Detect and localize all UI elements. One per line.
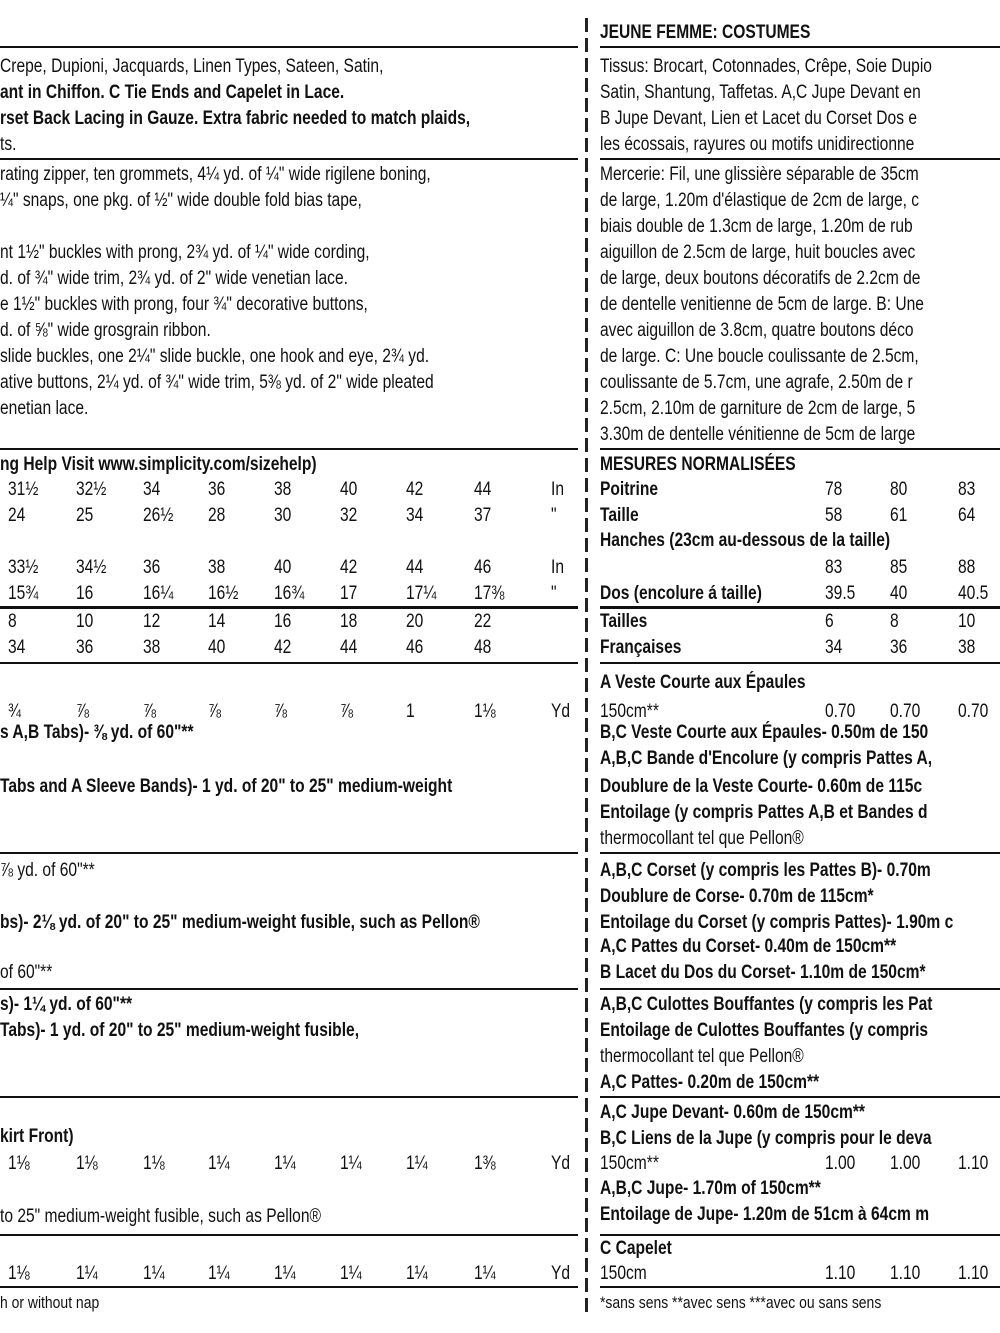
table-cell: ⅞	[274, 701, 288, 722]
measurements-header: ng Help Visit www.simplicity.com/sizehelp)	[0, 454, 317, 475]
table-row	[600, 556, 1000, 580]
table-cell: 46	[406, 637, 424, 658]
table-cell: 40	[208, 637, 226, 658]
table-cell: 17	[340, 583, 358, 604]
notions-line: d. of ⅝" wide grosgrain ribbon.	[0, 320, 211, 341]
table-cell: 83	[825, 557, 843, 578]
mercerie-line: coulissante de 5.7cm, une agrafe, 2.50m de r	[600, 372, 913, 393]
table-cell: 6	[825, 611, 834, 632]
row-label: Taille	[600, 505, 639, 526]
table-cell: 32½	[76, 479, 107, 500]
table-cell: 38	[208, 557, 226, 578]
yardage-line: Entoilage de Culottes Bouffantes (y compris	[600, 1020, 929, 1041]
table-cell: 1⅛	[143, 1153, 165, 1174]
table-cell: 40	[340, 479, 358, 500]
table-cell: 1¼	[208, 1263, 230, 1284]
notions-line: ¼" snaps, one pkg. of ½" wide double fold bias tape,	[0, 190, 362, 211]
table-cell: 1⅛	[8, 1263, 30, 1284]
table-cell: Yd	[551, 1263, 571, 1284]
notions-line: e 1½" buckles with prong, four ¾" decorative buttons,	[0, 294, 368, 315]
table-cell: 1.10	[825, 1263, 856, 1284]
table-cell: 1.00	[825, 1153, 856, 1174]
notions-line: enetian lace.	[0, 398, 89, 419]
table-cell: 38	[958, 637, 976, 658]
table-row	[0, 504, 578, 528]
table-cell: 1¼	[208, 1153, 230, 1174]
table-cell: In	[551, 479, 565, 500]
table-cell: 17¼	[406, 583, 437, 604]
divider	[0, 1096, 578, 1098]
table-cell: 40.5	[958, 583, 989, 604]
table-cell: 1.00	[890, 1153, 921, 1174]
table-cell: 30	[274, 505, 292, 526]
table-row	[0, 1152, 578, 1176]
table-row	[600, 1152, 1000, 1176]
tissus-line: Tissus: Brocart, Cotonnades, Crêpe, Soie Dupio	[600, 56, 932, 77]
table-cell: 0.70	[958, 701, 989, 722]
table-cell: 1.10	[890, 1263, 921, 1284]
divider	[0, 46, 578, 48]
divider	[0, 852, 578, 854]
divider	[600, 448, 1000, 450]
table-cell: 14	[208, 611, 226, 632]
table-cell: 40	[274, 557, 292, 578]
mercerie-line: aiguillon de 2.5cm de large, huit boucles avec	[600, 242, 916, 263]
table-cell: 34½	[76, 557, 107, 578]
divider	[600, 1234, 1000, 1236]
table-row	[0, 700, 578, 724]
table-cell: 1¼	[274, 1263, 296, 1284]
fabric-line: rset Back Lacing in Gauze. Extra fabric needed to match plaids,	[0, 108, 471, 129]
table-cell: 1¼	[406, 1153, 428, 1174]
row-label: 150cm**	[600, 701, 659, 722]
table-cell: 44	[340, 637, 358, 658]
table-cell: 15¾	[8, 583, 39, 604]
table-cell: 40	[890, 583, 908, 604]
table-cell: 16	[274, 611, 292, 632]
mercerie-line: de dentelle venitienne de 5cm de large. B: Une	[600, 294, 924, 315]
table-cell: "	[551, 583, 557, 604]
table-cell: 26½	[143, 505, 174, 526]
table-cell: 28	[208, 505, 226, 526]
table-cell: ⅞	[208, 701, 222, 722]
yardage-line: Tabs and A Sleeve Bands)- 1 yd. of 20" to 25" medium-weight	[0, 776, 453, 797]
divider	[600, 46, 1000, 48]
table-cell: 12	[143, 611, 161, 632]
table-cell: 34	[8, 637, 26, 658]
french-column	[600, 0, 1000, 1333]
mercerie-line: 3.30m de dentelle vénitienne de 5cm de large	[600, 424, 916, 445]
table-cell: 38	[274, 479, 292, 500]
table-row	[600, 636, 1000, 660]
table-cell: Yd	[551, 1153, 571, 1174]
table-cell: 16¼	[143, 583, 174, 604]
table-cell: 37	[474, 505, 492, 526]
row-label: Poitrine	[600, 479, 659, 500]
table-cell: 34	[406, 505, 424, 526]
divider	[600, 662, 1000, 664]
yardage-line: Tabs)- 1 yd. of 20" to 25" medium-weight fusible,	[0, 1020, 360, 1041]
divider	[0, 158, 578, 160]
notions-line: ative buttons, 2¼ yd. of ¾" wide trim, 5⅜ yd. of 2" wide pleated	[0, 372, 434, 393]
fabric-line: ts.	[0, 134, 17, 155]
mercerie-line: 2.5cm, 2.10m de garniture de 2cm de large, 5	[600, 398, 916, 419]
yardage-line: ⅞ yd. of 60"**	[0, 860, 95, 881]
table-cell: 31½	[8, 479, 39, 500]
table-row	[0, 582, 578, 606]
footnote: *sans sens **avec sens ***avec ou sans sens	[600, 1293, 882, 1312]
table-cell: 24	[8, 505, 26, 526]
table-cell: 64	[958, 505, 976, 526]
table-cell: 25	[76, 505, 94, 526]
tissus-line: Satin, Shantung, Taffetas. A,C Jupe Devant en	[600, 82, 921, 103]
divider	[0, 1234, 578, 1236]
row-label: Tailles	[600, 611, 648, 632]
tissus-line: B Jupe Devant, Lien et Lacet du Corset Dos e	[600, 108, 917, 129]
table-cell: 1.10	[958, 1153, 989, 1174]
table-cell: 44	[474, 479, 492, 500]
notions-line: nt 1½" buckles with prong, 2¾ yd. of ¼" wide cording,	[0, 242, 370, 263]
table-row	[600, 582, 1000, 606]
yardage-line: kirt Front)	[0, 1126, 74, 1147]
table-cell: 42	[274, 637, 292, 658]
yardage-line: A,B,C Jupe- 1.70m of 150cm**	[600, 1178, 821, 1199]
yardage-line: s A,B Tabs)- ⅜ yd. of 60"**	[0, 722, 194, 743]
table-row	[0, 478, 578, 502]
table-cell: 36	[143, 557, 161, 578]
divider	[600, 852, 1000, 854]
table-cell: 1¼	[143, 1263, 165, 1284]
table-cell: 78	[825, 479, 843, 500]
table-row	[0, 636, 578, 660]
yardage-line: to 25" medium-weight fusible, such as Pellon®	[0, 1206, 321, 1227]
yardage-line: A,B,C Culottes Bouffantes (y compris les Pat	[600, 994, 933, 1015]
table-cell: 1¼	[274, 1153, 296, 1174]
mercerie-line: de large, deux boutons décoratifs de 2.2cm de	[600, 268, 921, 289]
divider	[600, 988, 1000, 990]
yardage-line: Entoilage du Corset (y compris Pattes)- 1.90m c	[600, 912, 954, 933]
yardage-line: bs)- 2⅛ yd. of 20" to 25" medium-weight fusible, such as Pellon®	[0, 912, 480, 933]
table-cell: Yd	[551, 701, 571, 722]
table-cell: 17⅜	[474, 583, 505, 604]
divider	[0, 1286, 578, 1288]
row-label: 150cm**	[600, 1153, 659, 1174]
table-cell: 44	[406, 557, 424, 578]
table-cell: 80	[890, 479, 908, 500]
yardage-line: B,C Liens de la Jupe (y compris pour le deva	[600, 1128, 932, 1149]
notions-line: slide buckles, one 2¼" slide buckle, one hook and eye, 2¾ yd.	[0, 346, 430, 367]
table-cell: 1¼	[406, 1263, 428, 1284]
divider	[600, 158, 1000, 160]
table-cell: 0.70	[825, 701, 856, 722]
table-cell: 85	[890, 557, 908, 578]
table-cell: ⅞	[76, 701, 90, 722]
table-cell: 16¾	[274, 583, 305, 604]
table-row	[600, 700, 1000, 724]
notions-line: d. of ¾" wide trim, 2¾ yd. of 2" wide venetian lace.	[0, 268, 348, 289]
table-cell: 1⅛	[76, 1153, 98, 1174]
tissus-line: les écossais, rayures ou motifs unidirectionne	[600, 134, 915, 155]
table-cell: 1¼	[474, 1263, 496, 1284]
table-cell: 18	[340, 611, 358, 632]
veste-title: A Veste Courte aux Épaules	[600, 672, 806, 693]
fabric-line: ant in Chiffon. C Tie Ends and Capelet in Lace.	[0, 82, 345, 103]
divider	[0, 988, 578, 990]
table-row	[600, 504, 1000, 528]
page-title: JEUNE FEMME: COSTUMES	[600, 22, 811, 43]
table-cell: 39.5	[825, 583, 856, 604]
table-cell: 8	[8, 611, 17, 632]
table-cell: 10	[76, 611, 94, 632]
table-cell: ⅞	[143, 701, 157, 722]
mercerie-line: biais double de 1.3cm de large, 1.20m de rub	[600, 216, 913, 237]
table-cell: 46	[474, 557, 492, 578]
table-cell: 83	[958, 479, 976, 500]
divider	[600, 1286, 1000, 1288]
table-cell: 20	[406, 611, 424, 632]
yardage-line: s)- 1¼ yd. of 60"**	[0, 994, 133, 1015]
table-row	[600, 610, 1000, 634]
table-cell: 36	[208, 479, 226, 500]
table-cell: 48	[474, 637, 492, 658]
table-cell: 36	[76, 637, 94, 658]
mesures-title: MESURES NORMALISÉES	[600, 454, 796, 475]
table-cell: 10	[958, 611, 976, 632]
table-cell: 16	[76, 583, 94, 604]
table-row	[0, 556, 578, 580]
footnote: h or without nap	[0, 1293, 100, 1312]
table-cell: 8	[890, 611, 899, 632]
table-cell: 58	[825, 505, 843, 526]
table-cell: ¾	[8, 701, 22, 722]
yardage-line: Entoilage de Jupe- 1.20m de 51cm à 64cm m	[600, 1204, 930, 1225]
table-cell: 1¼	[340, 1263, 362, 1284]
divider	[0, 448, 578, 450]
yardage-line: of 60"**	[0, 962, 53, 983]
table-cell: 36	[890, 637, 908, 658]
table-cell: 38	[143, 637, 161, 658]
table-cell: 1⅛	[8, 1153, 30, 1174]
notions-line: rating zipper, ten grommets, 4¼ yd. of ¼" wide rigilene boning,	[0, 164, 431, 185]
table-cell: 34	[143, 479, 161, 500]
divider	[0, 606, 578, 609]
yardage-line: Entoilage (y compris Pattes A,B et Bandes d	[600, 802, 928, 823]
table-row	[600, 1262, 1000, 1286]
table-cell: 0.70	[890, 701, 921, 722]
yardage-line: B,C Veste Courte aux Épaules- 0.50m de 150	[600, 722, 929, 743]
row-label: 150cm	[600, 1263, 647, 1284]
table-cell: 1	[406, 701, 415, 722]
yardage-line: B Lacet du Dos du Corset- 1.10m de 150cm*	[600, 962, 926, 983]
table-row	[0, 1262, 578, 1286]
yardage-line: A,B,C Corset (y compris les Pattes B)- 0.70m	[600, 860, 931, 881]
table-cell: 1¼	[76, 1263, 98, 1284]
table-cell: 1⅜	[474, 1153, 496, 1174]
mercerie-line: avec aiguillon de 3.8cm, quatre boutons déco	[600, 320, 914, 341]
mercerie-line: Mercerie: Fil, une glissière séparable de 35cm	[600, 164, 919, 185]
capelet-title: C Capelet	[600, 1238, 672, 1259]
divider	[600, 606, 1000, 609]
table-cell: 1⅛	[474, 701, 496, 722]
yardage-line: A,C Pattes- 0.20m de 150cm**	[600, 1072, 820, 1093]
table-cell: 61	[890, 505, 908, 526]
yardage-line: A,B,C Bande d'Encolure (y compris Pattes A,	[600, 748, 933, 769]
table-cell: 42	[340, 557, 358, 578]
table-cell: 22	[474, 611, 492, 632]
table-cell: 88	[958, 557, 976, 578]
column-separator	[585, 18, 588, 1318]
hanches-label: Hanches (23cm au-dessous de la taille)	[600, 530, 891, 551]
row-label: Dos (encolure á taille)	[600, 583, 762, 604]
table-row	[0, 610, 578, 634]
divider	[0, 662, 578, 664]
yardage-line: thermocollant tel que Pellon®	[600, 1046, 804, 1067]
yardage-line: Doublure de Corse- 0.70m de 115cm*	[600, 886, 874, 907]
table-cell: 16½	[208, 583, 239, 604]
table-cell: ⅞	[340, 701, 354, 722]
table-cell: In	[551, 557, 565, 578]
yardage-line: A,C Jupe Devant- 0.60m de 150cm**	[600, 1102, 865, 1123]
yardage-line: Doublure de la Veste Courte- 0.60m de 115c	[600, 776, 923, 797]
table-cell: 42	[406, 479, 424, 500]
mercerie-line: de large. C: Une boucle coulissante de 2.5cm,	[600, 346, 919, 367]
table-cell: 1.10	[958, 1263, 989, 1284]
mercerie-line: de large, 1.20m d'élastique de 2cm de large, c	[600, 190, 920, 211]
yardage-line: thermocollant tel que Pellon®	[600, 828, 804, 849]
table-cell: 1¼	[340, 1153, 362, 1174]
row-label: Françaises	[600, 637, 682, 658]
divider	[600, 1096, 1000, 1098]
fabric-line: Crepe, Dupioni, Jacquards, Linen Types, Sateen, Satin,	[0, 56, 384, 77]
table-cell: 34	[825, 637, 843, 658]
table-cell: 33½	[8, 557, 39, 578]
yardage-line: A,C Pattes du Corset- 0.40m de 150cm**	[600, 936, 897, 957]
table-cell: 32	[340, 505, 358, 526]
table-cell: "	[551, 505, 557, 526]
table-row	[600, 478, 1000, 502]
